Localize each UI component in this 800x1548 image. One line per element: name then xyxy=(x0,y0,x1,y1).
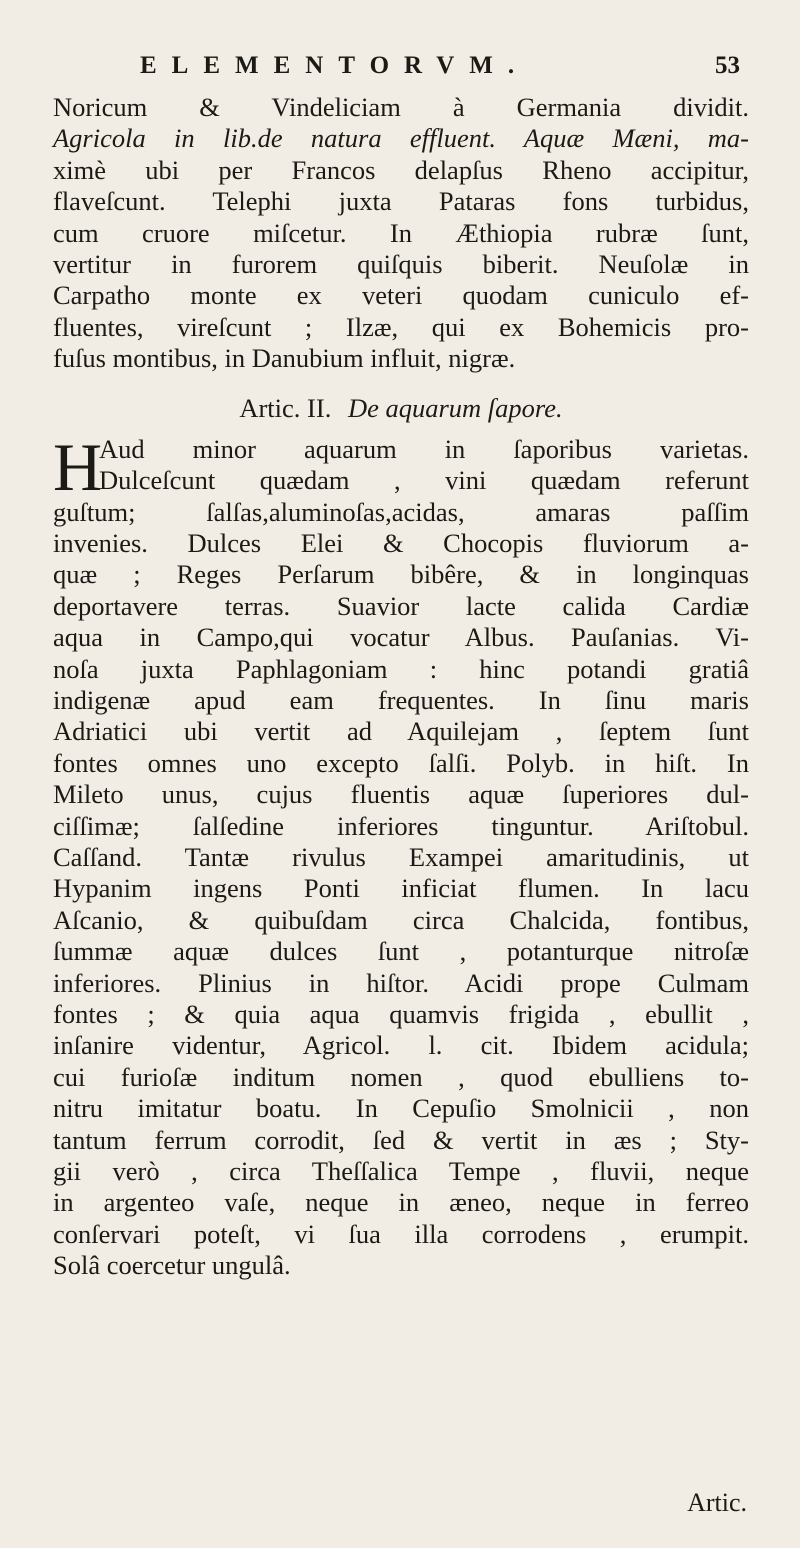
text-line: Solâ coercetur ungulâ. xyxy=(53,1250,291,1281)
text-line: conſervari poteſt, vi ſua illa corrodens , erumpit. xyxy=(53,1218,749,1249)
text-line: Aſcanio, & quibuſdam circa Chalcida, fontibus, xyxy=(53,904,749,935)
running-head xyxy=(140,52,740,92)
text-line: inſanire videntur, Agricol. l. cit. Ibidem acidula; xyxy=(53,1030,749,1061)
text-line: Mileto unus, cujus fluentis aquæ ſuperiores dul- xyxy=(53,779,749,810)
text-line: fuſus montibus, in Danubium influit, nigræ. xyxy=(53,343,516,374)
text-line: ciſſimæ; ſalſedine inferiores tinguntur. Ariſtobul. xyxy=(53,810,749,841)
text-line: flaveſcunt. Telephi juxta Pataras fons turbidus, xyxy=(53,186,749,217)
text-line: guſtum; ſalſas,aluminoſas,acidas, amaras paſſim xyxy=(53,496,749,527)
text-line: cui furioſæ inditum nomen , quod ebulliens to- xyxy=(53,1061,749,1092)
text-line: Carpatho monte ex veteri quodam cuniculo ef- xyxy=(53,280,749,311)
text-line: nitru imitatur boatu. In Cepuſio Smolnicii , non xyxy=(53,1093,749,1124)
text-line: cum cruore miſcetur. In Æthiopia rubræ ſunt, xyxy=(53,217,749,248)
text-line: ximè ubi per Francos delapſus Rheno accipitur, xyxy=(53,154,749,185)
text-line: in argenteo vaſe, neque in æneo, neque in ferreo xyxy=(53,1187,749,1218)
catchword: Artic. xyxy=(687,1488,747,1517)
running-title: ELEMENTORVM. xyxy=(140,52,530,79)
text-line: fluentes, vireſcunt ; Ilzæ, qui ex Bohemicis pro- xyxy=(53,311,749,342)
text-line: indigenæ apud eam frequentes. In ſinu maris xyxy=(53,685,749,716)
text-line: Aud minor aquarum in ſaporibus varietas. xyxy=(99,433,749,464)
main-text xyxy=(53,92,749,1281)
text-line: Adriatici ubi vertit ad Aquilejam , ſeptem ſunt xyxy=(53,716,749,747)
text-line: tantum ferrum corrodit, ſed & vertit in æs ; Sty- xyxy=(53,1124,749,1155)
text-line: fontes omnes uno excepto ſalſi. Polyb. in hiſt. In xyxy=(53,747,749,778)
paragraph-2 xyxy=(53,428,749,1282)
text-line: Caſſand. Tantæ rivulus Exampei amaritudinis, ut xyxy=(53,841,749,872)
text-line: aqua in Campo,qui vocatur Albus. Pauſanias. Vi- xyxy=(53,622,749,653)
text-line: Dulceſcunt quædam , vini quædam referunt xyxy=(99,465,749,496)
text-line: gii verò , circa Theſſalica Tempe , fluvii, neque xyxy=(53,1155,749,1186)
article-title: De aquarum ſapore. xyxy=(347,392,563,423)
article-label: Artic. II. xyxy=(239,392,332,423)
page-number: 53 xyxy=(715,52,740,79)
paragraph-1 xyxy=(53,92,749,375)
text-line: ſummæ aquæ dulces ſunt , potanturque nitroſæ xyxy=(53,936,749,967)
text-line: quæ ; Reges Perſarum bibêre, & in longinquas xyxy=(53,559,749,590)
text-line: vertitur in furorem quiſquis biberit. Neuſolæ in xyxy=(53,248,749,279)
text-line: inferiores. Plinius in hiſtor. Acidi prope Culmam xyxy=(53,967,749,998)
text-line: Agricola in lib.de natura effluent. Aquæ Mæni, ma- xyxy=(53,123,749,154)
drop-cap: H xyxy=(53,428,103,505)
text-line: Hypanim ingens Ponti inficiat flumen. In lacu xyxy=(53,873,749,904)
text-line: fontes ; & quia aqua quamvis frigida , ebullit , xyxy=(53,998,749,1029)
text-line: invenies. Dulces Elei & Chocopis fluviorum a- xyxy=(53,528,749,559)
text-line: deportavere terras. Suavior lacte calida Cardiæ xyxy=(53,590,749,621)
text-line: Noricum & Vindeliciam à Germania dividit. xyxy=(53,92,749,122)
article-heading xyxy=(53,393,749,424)
text-line: noſa juxta Paphlagoniam : hinc potandi gratiâ xyxy=(53,653,749,684)
